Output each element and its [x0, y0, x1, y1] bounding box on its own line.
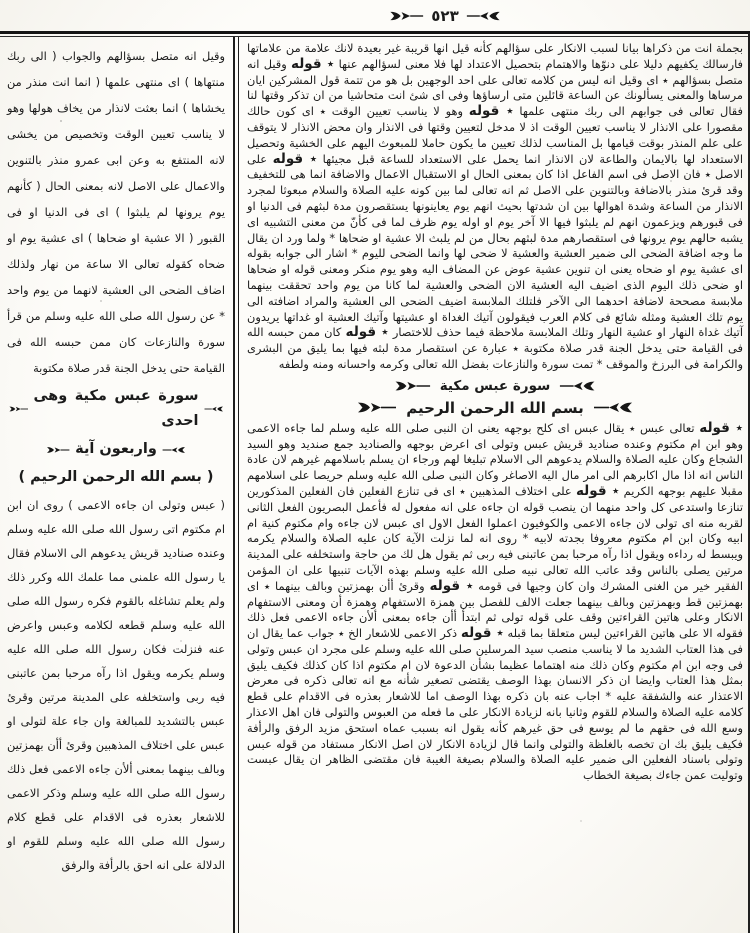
text-segment: على اختلاف المذهبين ٭ اى فى تنازع الفعلين فان الفعلين المذكورين تنازعا واستدعى كل واحد منهما ان ينصب قوله ان جاءه على انه مفعول له فأعمل البصريون الفعل الثانى لقربه منه اى تولى لان جاءه الاعمى والكوفيون اعملوا الفعل الاول اى عبس لان جاءه وام مكتوم كنية ام ابيه وكان ابن ام مكتوم معروفا بجدته لابيه * روى انه لما نزلت الآية كان عليه الصلاة والسلام يكرمه ويبسط له رداءه ويقول اذا رآه مرحبا بمن عاتبنى فيه ربى ثم يقول هل لك من حاجة واستخلفه على المدينة مرتين يصلى بالناس وقد عاتب الله تعالى نبيه صلى الله عليه وسلم بهذه الآيات تنبيها على ان المؤمن الفقير خير من الغنى المشرك وان كان وجيها فى قومه [247, 483, 743, 593]
text-segment: بجملة انت من ذكراها بيانا لسبب الانكار على سؤالهم كأنه قيل انها قريبة غير بعيدة لانك علامة من علاماتها فارسالك يكفيهم دليلا على دنوّها والاهتمام بتحصيل الاعتداد لها فلا معنى لسؤالهم عنها [247, 41, 743, 71]
text-segment: وقيل انه متصل بسؤالهم والجواب ( الى ربك منتهاها ) اى منتهى علمها ( انما انت منذر من يخشاها ) انما بعثت لانذار من يخاف هولها وهو لا يناسب تعيين الوقت وتخصيص من يخشى لانه المنتفع به وعن ابى عمرو منذر بالتنوين والاعمال على الاصل لانه بمعنى الحال ( كأنهم يوم يرونها لم يلبثوا ) اى فى الدنيا او فى القبور ( الا عشية او ضحاها ) اى عشية يوم او ضحاه كقوله تعالى الا ساعة من نهار ولذلك اضاف الضحى الى العشية لانهما من يوم واحد * عن رسول الله صلى الله عليه وسلم من قرأ سورة والنازعات كان ممن حبسه الله فى القيامة حتى يدخل الجنة قدر صلاة مكتوبة [7, 49, 225, 375]
fleuron-icon [386, 10, 424, 22]
margin-basmala: ( بسم الله الرحمن الرحيم ) [18, 469, 214, 485]
text-segment: كان ممن حبسه الله فى القيامة حتى يدخل الجنة قدر صلاة مكتوبة ٭ عبارة عن استقصار مدة لبثه فيها بما يليق من البشرى والكرامة فى البرزخ والموقف * تمت سورة والنازعات بفضل الله تعالى وكرمه واحسانه ومنه ولطفه [247, 325, 743, 371]
margin-sura-heading-line1 [7, 384, 225, 434]
main-column-commentary [243, 40, 746, 931]
margin-sura-heading-text: سورة عبس مكية وهى احدى [33, 388, 199, 429]
fleuron-icon [162, 445, 188, 455]
fleuron-icon [204, 404, 225, 414]
text-segment: ذكر الاعمى للاشعار الخ ٭ جواب عما يقال ان فى هذا العتاب الشديد ما لا يناسب منصب سيد المرسلين صلى الله عليه وسلم على مجرد ان عبس وتولى فى وجه ابن ام مكتوم وكان ذلك منه اهتماما عظيما بشأن الدعوة لان ام مكتوم اذا كان كذلك فكيف يليق بمثل هذا العتاب وايضا ان ذكر الانسان بهذا الوصف يقتضى تصغير شأنه مع انه تعالى ذكره فى معرض الاعتذار عنه والشفقة عليه * اجاب عنه بان ذكره بهذا الوصف اما للاشعار بعذره فى الاقدام على قطع كلامه عليه الصلاة والسلام للقوم وثانيا بانه لزيادة الانكار على ما فعله من العبوس والتولى فان اهل الاعذار وسع الله فى حقهم ما لم يوسع فى حق غيرهم كأنه يقول انه بسبب عماه استحق مزيد الرفق والرأفة فكيف يليق بك ان تخصه بالغلظة والتولى وانما قال لزيادة الانكار لان اصل الانكار مستفاد من قوله عبس وتولى باسناد الفعلين الى ضمير عليه الصلاة والسلام بصيغة الغيبة فان مقتضى الظاهر ان يقال عبست وتوليت عمن جاءك بصيغة الخطاب [247, 626, 743, 783]
text-segment: وهو لا يناسب تعيين الوقت ٭ اى كون حالك مقصورا على الانذار لا يناسب تعيين الوقت اذ لا مدخل لتعيين وقتها فى الانذار وان محض الانذار لا يتوقف على علم المنذر بوقت قيامها بل المناسب لذلك تعيين ما يكون حاملا للمبعوث اليهم على الخشية وتحصيل الاستعداد لها بالايمان والطاعة لان الانذار انما يحمل على الاستعداد للساعة قبل مجيئها [247, 104, 743, 166]
fleuron-icon [559, 380, 599, 392]
margin-paragraph [7, 493, 225, 877]
main-sura-heading [247, 376, 743, 396]
lemma-marker: ٭ قوله [291, 55, 335, 72]
text-segment: وقيل انه متصل بسؤالهم ٭ اى وقيل انه ليس من كلامه تعالى على احد الوجهين بل هو من تتمة قول المشركين ايان مرساها والمعنى يسألونك عن الساعة قائلين متى ارساؤها وفى اى شئ انت متحاشيا من ان تذكر وقتها لنا فقال تعالى فى جوابهم الى ربك منتهى علمها [247, 56, 744, 119]
text-segment: على الاصل ٭ فان الاصل فى اسم الفاعل اذا كان بمعنى الحال او الاستقبال الاعمال والاضافة انما هى للتخفيف وقد قرئ منذر بالاضافة وبالتنوين على الاصل ثم انه تعالى لما بين كونه عليه الصلاة والسلام مبعوثا لمجرد الانذار من الساعة وشدة اهوالها بين ان شدتها بحيث انهم يوم يعاينونها يستقصرون مدة لبثهم فى الدنيا او فى قبورهم ويزعمون انهم لم يلبثوا فيها الا آخر يوم او اوله يوم ظرف لما فى كأنّ من معنى التشبيه اى يشبه حالهم يوم يرونها فى استقصارهم مدة لبثهم بحال من لم يلبث الا عشية او ضحاها * ولما ورد ان يقال ما وجه اضافة الضحى الى ضمير العشية والعشية لا ضحى لها وانما الضحى لليوم * اشار الى جوابه بقوله اى عشية يوم او ضحاه يعنى ان تنوين عشية عوض عن المضاف اليه وهو يوم منكر ومعنى قوله او ضحاها او ضحى ذلك اليوم الذى اضيف اليه العشية الان الضحى والعشية لما كانا من يوم واحد تحققت بينهما ملابسة مصححة لاضافة احدهما الى الآخر فلتلك الملابسة اضيف الضحى الى العشية والمراد اضافته الى يوم تلك العشية ومثله شائع فى كلام العرب فيقولون آتيك الغداة او عشيتها وآتيك العشية او غداتها يريدون آتيك غداة النهار او عشية النهار وتلك الملابسة ملاحظة فيما حذف للاختصار [247, 151, 743, 340]
top-rule-thin [0, 36, 750, 37]
fleuron-icon [593, 401, 637, 414]
lemma-marker: ٭ قوله [429, 577, 474, 594]
margin-ayah-count-text: واربعون آية [75, 441, 157, 457]
main-sura-heading-text: سورة عبس مكية [439, 377, 551, 394]
page-number: ٥٢٣ [431, 7, 459, 25]
page-number-row [360, 3, 530, 29]
text-segment: تعالى عبس ٭ يقال عبس اى كلح بوجهه يعنى ان النبى صلى الله عليه وسلم لما جاءه الاعمى وهو ابن ام مكتوم وعنده صناديد قريش عبس وتولى اى اعرض بوجهه والصناديد جمع صنديد وهو السيد الشجاع وكان عليه الصلاة والسلام يدعوهم الى الاسلام تبليغا لهم ورجاء ان يسلم باسلامهم غيرهم لان عادة الناس انه اذا مال اكابرهم الى امر مال اليه الاصاغر وكان النبى صلى الله عليه وسلم حريصا على اسلامهم مقبلا عليهم بوجهه الكريم [247, 420, 743, 498]
column-divider-rule [233, 37, 239, 933]
main-basmala-text: بسم الله الرحمن الرحيم [406, 398, 584, 417]
commentary-paragraph [247, 421, 743, 784]
text-segment: ( عبس وتولى ان جاءه الاعمى ) روى ان ابن ام مكتوم اتى رسول الله صلى الله عليه وسلم وعنده صناديد قريش يدعوهم الى الاسلام فقال يا رسول الله علمنى مما علمك الله وكرر ذلك ولم يعلم تشاغله بالقوم فكره رسول الله صلى الله عليه وسلم قطعه لكلامه وعبس واعرض عنه فنزلت فكان رسول الله صلى الله عليه وسلم يكرمه ويقول اذا رآه مرحبا بمن عاتبنى فيه ربى واستخلفه على المدينة مرتين وقرئ عبس بالتشديد للمبالغة وان جاء علة لتولى او عبس على اختلاف المذهبين وقرئ أأن بهمزتين وبالف بينهما بمعنى ألأن جاءه الاعمى فعل ذلك رسول الله صلى الله عليه وسلم وذكر الاعمى للاشعار بعذره فى الاقدام على قطع كلام رسول الله صلى الله عليه وسلم للقوم او الدلالة على انه احق بالرأفة والرفق [7, 498, 225, 872]
text-segment: وقرئ أأن بهمزتين وبالف بينهما ٭ اى بهمزتين قط وبهمزتين وبالف بينهما جعلت الالف للفصل بين همزة الاستفهام وهمزة أن ومعنى الاستفهام الانكار وعلى هاتين القراءتين وقف على قوله تولى ثم ابتدأ أأن جاءه بمعنى ألأن جاءه الاعمى فعل ذلك فقوله الا على هاتين القراءتين ليس متعلقا بما قبله [247, 578, 743, 641]
lemma-marker: ٭ قوله [345, 324, 389, 341]
fleuron-icon [7, 404, 28, 414]
fleuron-icon [391, 380, 431, 392]
fleuron-icon [466, 10, 504, 22]
lemma-marker: ٭ قوله [699, 419, 743, 436]
margin-column-matn [2, 40, 229, 931]
fleuron-icon [44, 445, 70, 455]
lemma-marker: ٭ قوله [468, 103, 514, 120]
lemma-marker: ٭ قوله [272, 150, 318, 167]
margin-sura-heading-line2 [7, 437, 225, 462]
fleuron-icon [353, 401, 397, 414]
lemma-marker: ٭ قوله [575, 482, 620, 499]
margin-paragraph [7, 43, 225, 381]
top-rule-thick [0, 31, 750, 34]
lemma-marker: ٭ قوله [460, 625, 504, 642]
main-basmala-row [247, 397, 743, 419]
commentary-paragraph [247, 41, 743, 373]
